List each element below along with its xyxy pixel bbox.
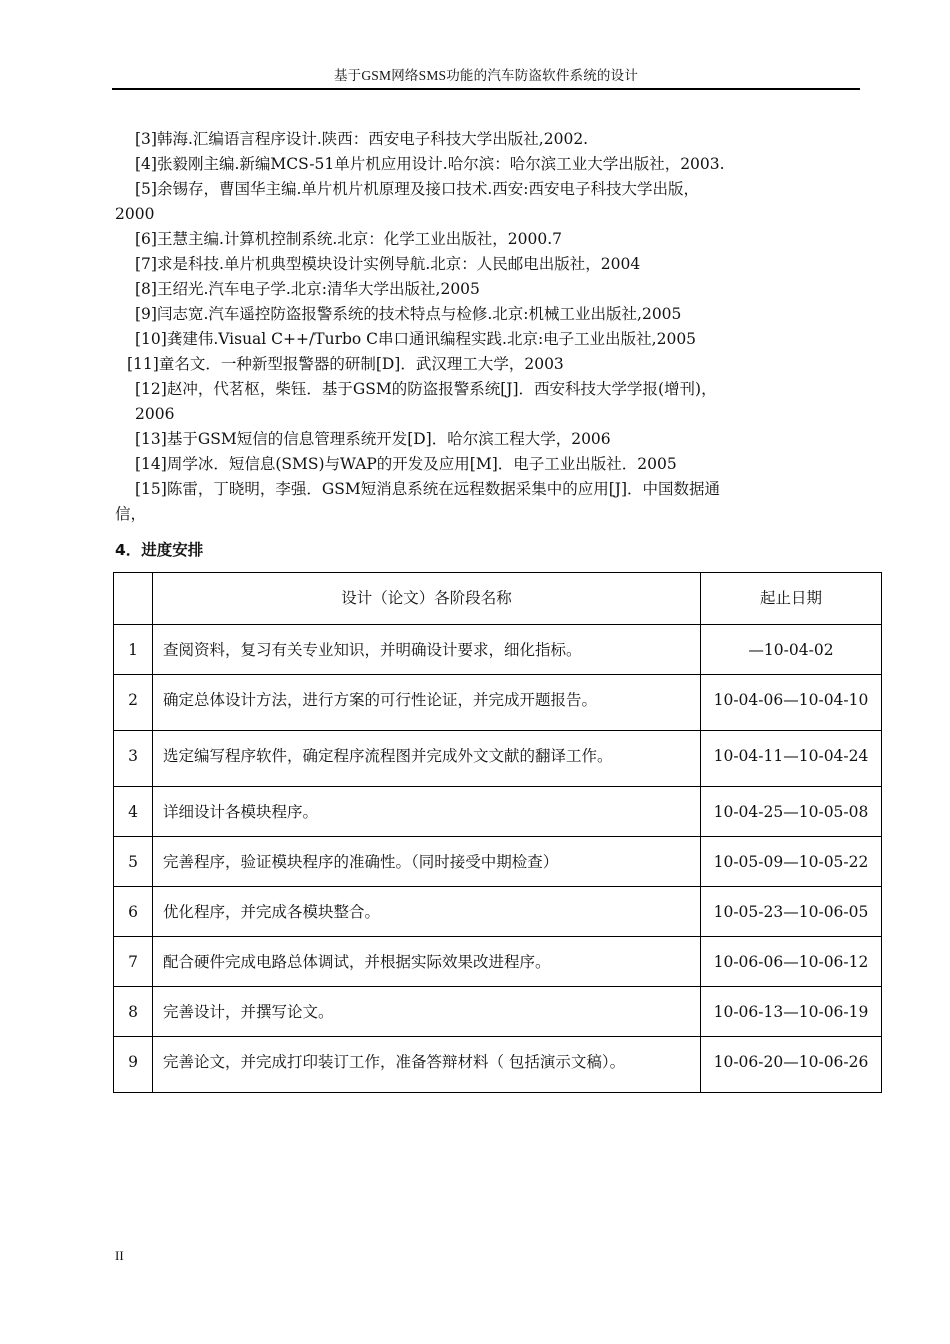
row-date: 10-05-23—10-06-05	[701, 887, 882, 937]
row-number: 3	[114, 731, 153, 787]
table-row	[114, 625, 882, 675]
section-heading: 4．进度安排	[115, 541, 204, 559]
row-date: 10-04-25—10-05-08	[701, 787, 882, 837]
reference-item	[115, 477, 865, 527]
row-stage: 配合硬件完成电路总体调试，并根据实际效果改进程序。	[153, 937, 701, 987]
schedule-table	[113, 572, 882, 1093]
row-number: 4	[114, 787, 153, 837]
reference-item	[115, 352, 865, 377]
reference-text: [5]余锡存，曹国华主编.单片机片机原理及接口技术.西安:西安电子科技大学出版，	[135, 180, 700, 198]
row-number: 8	[114, 987, 153, 1037]
reference-item	[115, 452, 865, 477]
row-date: 10-06-06—10-06-12	[701, 937, 882, 987]
row-date: 10-04-11—10-04-24	[701, 731, 882, 787]
row-stage: 完善设计，并撰写论文。	[153, 987, 701, 1037]
column-header-number	[114, 573, 153, 625]
table-row	[114, 675, 882, 731]
reference-text: [10]龚建伟.Visual C++/Turbo C串口通讯编程实践.北京:电子工业出版社,2005	[135, 330, 697, 348]
row-stage: 完善程序，验证模块程序的准确性。（同时接受中期检查）	[153, 837, 701, 887]
reference-text: [15]陈雷，丁晓明，李强．GSM短消息系统在远程数据采集中的应用[J]．中国数据通	[135, 480, 720, 498]
reference-item	[115, 127, 865, 152]
table-row	[114, 987, 882, 1037]
reference-item	[115, 177, 865, 227]
row-stage: 确定总体设计方法，进行方案的可行性论证，并完成开题报告。	[153, 675, 701, 731]
reference-text: [7]求是科技.单片机典型模块设计实例导航.北京：人民邮电出版社，2004	[135, 255, 641, 273]
row-number: 2	[114, 675, 153, 731]
column-header-date: 起止日期	[701, 573, 882, 625]
reference-item	[115, 427, 865, 452]
reference-item	[115, 327, 865, 352]
table-row	[114, 837, 882, 887]
row-date: 10-06-20—10-06-26	[701, 1037, 882, 1093]
row-number: 5	[114, 837, 153, 887]
reference-item	[115, 277, 865, 302]
table-header-row	[114, 573, 882, 625]
row-number: 6	[114, 887, 153, 937]
row-number: 9	[114, 1037, 153, 1093]
row-number: 1	[114, 625, 153, 675]
reference-text: [4]张毅刚主编.新编MCS-51单片机应用设计.哈尔滨：哈尔滨工业大学出版社，2003.	[135, 155, 725, 173]
row-stage: 详细设计各模块程序。	[153, 787, 701, 837]
reference-text: [6]王慧主编.计算机控制系统.北京：化学工业出版社，2000.7	[135, 230, 563, 248]
reference-text: [14]周学冰．短信息(SMS)与WAP的开发及应用[M]．电子工业出版社．2005	[135, 455, 677, 473]
reference-continuation: 2000	[115, 205, 155, 223]
row-date: —10-04-02	[701, 625, 882, 675]
table-row	[114, 1037, 882, 1093]
table-row	[114, 937, 882, 987]
row-date: 10-05-09—10-05-22	[701, 837, 882, 887]
reference-item	[115, 252, 865, 277]
reference-text: [13]基于GSM短信的信息管理系统开发[D]．哈尔滨工程大学，2006	[135, 430, 611, 448]
row-stage: 选定编写程序软件，确定程序流程图并完成外文文献的翻译工作。	[153, 731, 701, 787]
reference-continuation: 信，	[115, 505, 147, 523]
reference-list	[115, 127, 865, 527]
column-header-stage: 设计（论文）各阶段名称	[153, 573, 701, 625]
reference-continuation: 2006	[135, 405, 175, 423]
reference-text: [3]韩海.汇编语言程序设计.陕西：西安电子科技大学出版社,2002.	[135, 130, 589, 148]
row-stage: 优化程序，并完成各模块整合。	[153, 887, 701, 937]
table-row	[114, 787, 882, 837]
reference-item	[115, 377, 865, 427]
reference-item	[115, 302, 865, 327]
reference-item	[115, 152, 865, 177]
running-header: 基于GSM网络SMS功能的汽车防盗软件系统的设计	[112, 64, 860, 90]
table-row	[114, 731, 882, 787]
table-row	[114, 887, 882, 937]
reference-text: [11]童名文．一种新型报警器的研制[D]．武汉理工大学，2003	[127, 355, 564, 373]
row-date: 10-04-06—10-04-10	[701, 675, 882, 731]
reference-item	[115, 227, 865, 252]
reference-text: [12]赵冲，代茗枢，柴钰．基于GSM的防盗报警系统[J]．西安科技大学学报(增刊)，	[135, 380, 717, 398]
row-date: 10-06-13—10-06-19	[701, 987, 882, 1037]
reference-text: [9]闫志宽.汽车遥控防盗报警系统的技术特点与检修.北京:机械工业出版社,2005	[135, 305, 682, 323]
reference-text: [8]王绍光.汽车电子学.北京:清华大学出版社,2005	[135, 280, 480, 298]
row-stage: 查阅资料，复习有关专业知识，并明确设计要求，细化指标。	[153, 625, 701, 675]
row-number: 7	[114, 937, 153, 987]
row-stage: 完善论文，并完成打印装订工作，准备答辩材料（ 包括演示文稿）。	[153, 1037, 701, 1093]
page-number: II	[115, 1248, 124, 1263]
